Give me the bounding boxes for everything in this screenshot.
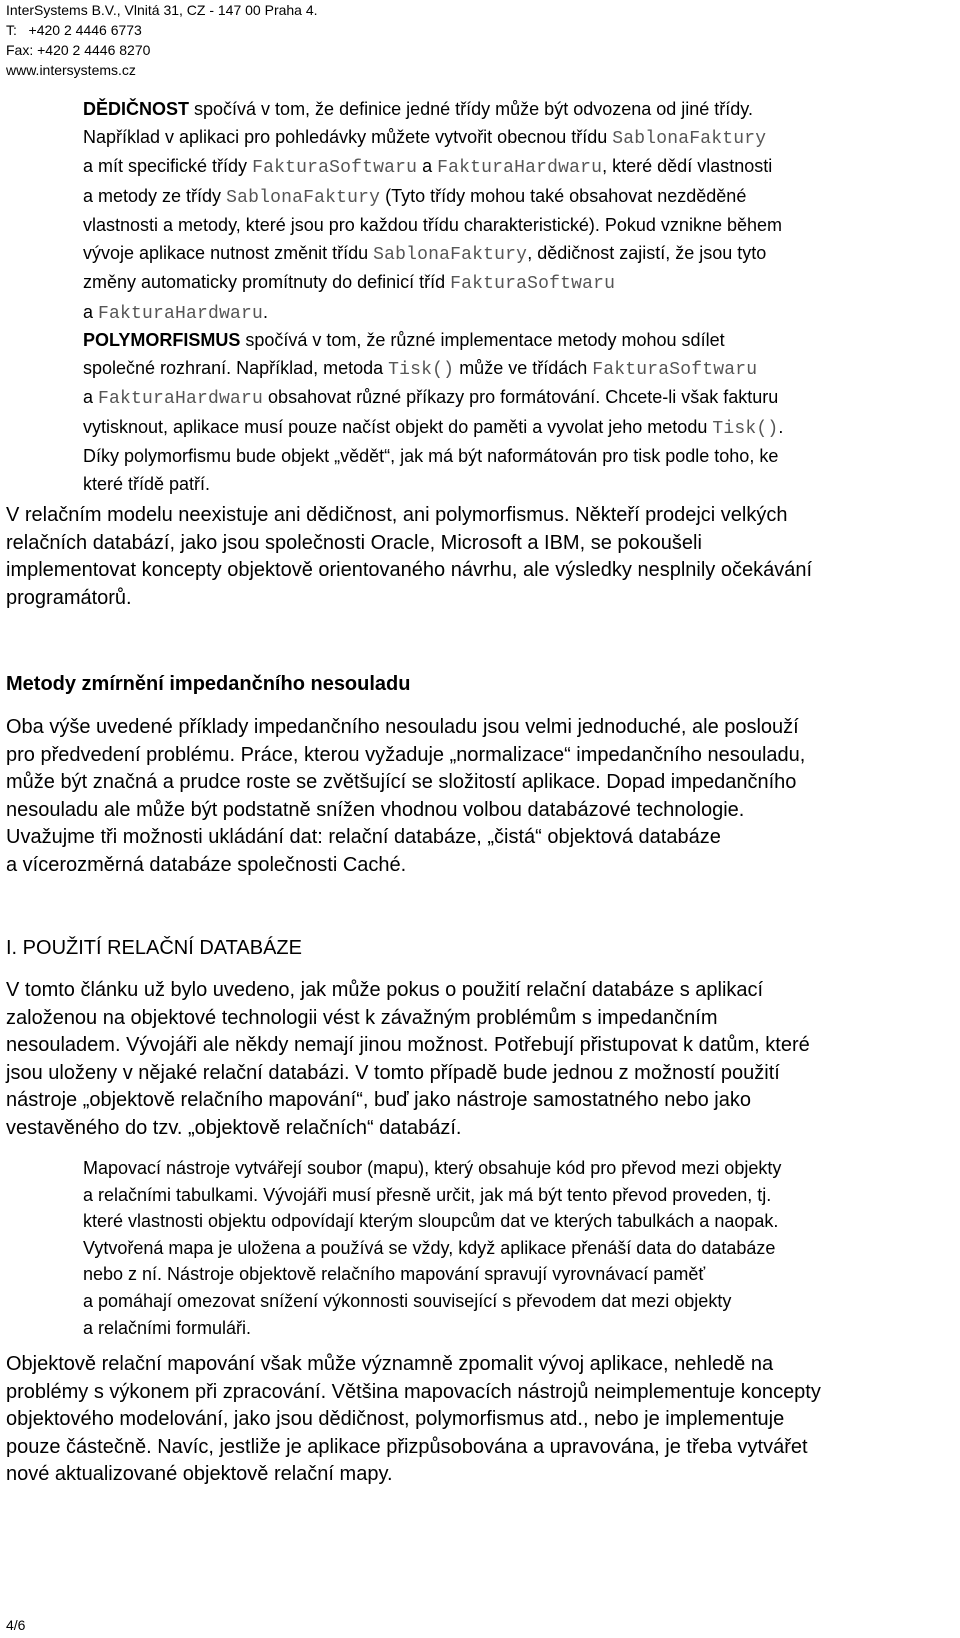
section-heading-relational: I. POUŽITÍ RELAČNÍ DATABÁZE [6,937,302,959]
text-line: Vytvořená mapa je uložena a používá se vždy, když aplikace přenáší data do databáze [83,1237,776,1258]
relational-usage-paragraph [6,977,951,1142]
text-line: a relačními formuláři. [83,1317,252,1338]
text-line [83,443,953,471]
text-segment: a [83,387,99,407]
text-line: a vícerozměrná databáze společnosti Caché. [6,853,407,876]
text-line: implementovat koncepty objektově orientovaného návrhu, ale výsledky nesplnily očekávání [6,559,813,581]
text-segment: spočívá v tom, že definice jedné třídy může být odvozena od jiné třídy. [189,99,753,119]
text-line: jsou uloženy v nějaké relační databázi. V tomto případě bude jednou z možností použití [6,1061,780,1084]
text-line: pro předvedení problému. Práce, kterou vyžaduje „normalizace“ impedančního nesouladu, [6,743,806,766]
code-identifier: Tisk() [712,418,779,439]
text-line: problémy s výkonem při zpracování. Většina mapovacích nástrojů neimplementuje koncepty [6,1380,821,1403]
defined-term: DĚDIČNOST [83,99,190,119]
text-segment: které třídě patří. [83,473,211,494]
code-identifier: FakturaSoftwaru [592,359,758,380]
text-line [83,384,953,414]
code-identifier: FakturaSoftwaru [450,274,616,294]
text-line: pouze částečně. Navíc, jestliže je aplikace přizpůsobována a upravována, je třeba vytvářet [6,1435,808,1458]
text-segment: spočívá v tom, že různé implementace metody mohou sdílet [240,330,725,350]
letterhead [6,0,318,80]
text-segment: a mít specifické třídy [83,156,253,176]
text-segment: a metody ze třídy [83,185,227,206]
text-segment: změny automaticky promítnuty do definicí tříd [83,272,451,292]
text-line: nebo z ní. Nástroje objektově relačního mapování spravují vyrovnávací paměť [83,1264,706,1285]
text-line: nové aktualizované objektově relační mapy. [6,1463,393,1485]
text-segment: a [417,156,438,176]
text-line: relačních databází, jako jsou společnosti Oracle, Microsoft a IBM, se pokoušeli [6,531,702,554]
text-line: V tomto článku už bylo uvedeno, jak může pokus o použití relační databáze s aplikací [6,979,764,1001]
code-identifier: SablonaFaktury [612,128,767,149]
text-segment: Díky polymorfismu bude objekt „vědět“, jak má být naformátován pro tisk podle toho, ke [83,446,779,466]
text-line: a pomáhají omezovat snížení výkonnosti související s převodem dat mezi objekty [83,1290,732,1311]
text-line: V relačním modelu neexistuje ani dědičnost, ani polymorfismus. Někteří prodejci velkých [6,504,788,526]
code-identifier: FakturaSoftwaru [252,158,418,178]
text-segment: obsahovat různé příkazy pro formátování. Chcete-li však fakturu [263,387,779,407]
text-line [83,327,953,355]
text-segment: vytisknout, aplikace musí pouze načíst objekt do paměti a vyvolat jeho metodu [83,416,713,437]
text-line [83,269,953,299]
text-segment: společné rozhraní. Například, metoda [83,357,389,378]
text-line: Objektově relační mapování však může významně zpomalit vývoj aplikace, nehledě na [6,1353,774,1375]
text-segment: . [263,301,269,322]
text-line: programátorů. [6,586,132,609]
code-identifier: SablonaFaktury [226,187,381,208]
text-line: nástroje „objektově relačního mapování“, buď jako nástroje samostatného nebo jako [6,1089,751,1111]
text-line [83,471,953,499]
code-identifier: FakturaHardwaru [98,303,264,324]
polymorphism-paragraph [83,327,953,498]
phone-number: T: +420 2 4446 6773 [6,22,142,38]
text-line [83,153,953,183]
text-segment: (Tyto třídy mohou také obsahovat nezděděné [380,185,747,206]
text-line: nesouladu ale může být podstatně snížen vhodnou volbou databázové technologie. [6,798,745,821]
text-line [83,124,953,154]
text-line: nesouladem. Vývojáři ale někdy nemají jinou možnost. Potřebují přistupovat k datům, které [6,1034,810,1056]
text-line [83,96,953,124]
text-segment: Například v aplikaci pro pohledávky můžete vytvořit obecnou třídu [83,126,613,147]
code-identifier: FakturaHardwaru [437,158,603,178]
text-line: a relačními tabulkami. Vývojáři musí přesně určit, jak má být tento převod proveden, tj. [83,1184,772,1205]
object-relational-mapping-paragraph [6,1351,951,1489]
code-identifier: SablonaFaktury [373,244,528,265]
relational-model-paragraph [6,502,951,612]
website-link[interactable]: www.intersystems.cz [6,62,136,78]
text-line [83,183,953,213]
text-line: Uvažujme tři možnosti ukládání dat: relační databáze, „čistá“ objektová databáze [6,826,721,848]
text-line: založenou na objektové technologii vést k závažným problémům s impedančním [6,1006,718,1029]
text-segment: . [778,416,784,437]
code-identifier: Tisk() [388,359,455,380]
text-segment: vývoje aplikace nutnost změnit třídu [83,242,374,263]
code-identifier: FakturaHardwaru [98,389,264,409]
text-segment: , které dědí vlastnosti [602,156,773,176]
text-line [83,212,953,240]
section-heading-methods: Metody zmírnění impedančního nesouladu [6,673,411,695]
text-segment: a [83,301,99,322]
methods-paragraph [6,714,951,879]
text-segment: vlastnosti a metody, které jsou pro každou třídu charakteristické). Pokud vznikne během [83,215,783,235]
page-number: 4/6 [6,1617,26,1633]
text-line [83,240,953,270]
text-line: Mapovací nástroje vytvářejí soubor (mapu), který obsahuje kód pro převod mezi objekty [83,1158,782,1178]
text-line [83,299,953,329]
text-segment: může ve třídách [454,357,593,378]
fax-number: Fax: +420 2 4446 8270 [6,42,151,58]
mapping-tools-block [83,1155,953,1341]
text-line: vestavěného do tzv. „objektově relačních“ databází. [6,1116,462,1139]
text-line: může být značná a prudce roste se zvětšující se složitostí aplikace. Dopad impedančního [6,771,797,793]
inheritance-paragraph [83,96,953,328]
text-segment: , dědičnost zajistí, že jsou tyto [527,242,767,263]
text-line: objektového modelování, jako jsou dědičnost, polymorfismus atd., nebo je implementuje [6,1408,785,1430]
company-address: InterSystems B.V., Vlnitá 31, CZ - 147 00 Praha 4. [6,2,318,18]
text-line [83,414,953,444]
text-line: Oba výše uvedené příklady impedančního nesouladu jsou velmi jednoduché, ale poslouží [6,716,799,738]
text-line [83,355,953,385]
defined-term: POLYMORFISMUS [83,330,241,350]
text-line: které vlastnosti objektu odpovídají kterým sloupcům dat ve kterých tabulkách a naopak. [83,1211,779,1232]
